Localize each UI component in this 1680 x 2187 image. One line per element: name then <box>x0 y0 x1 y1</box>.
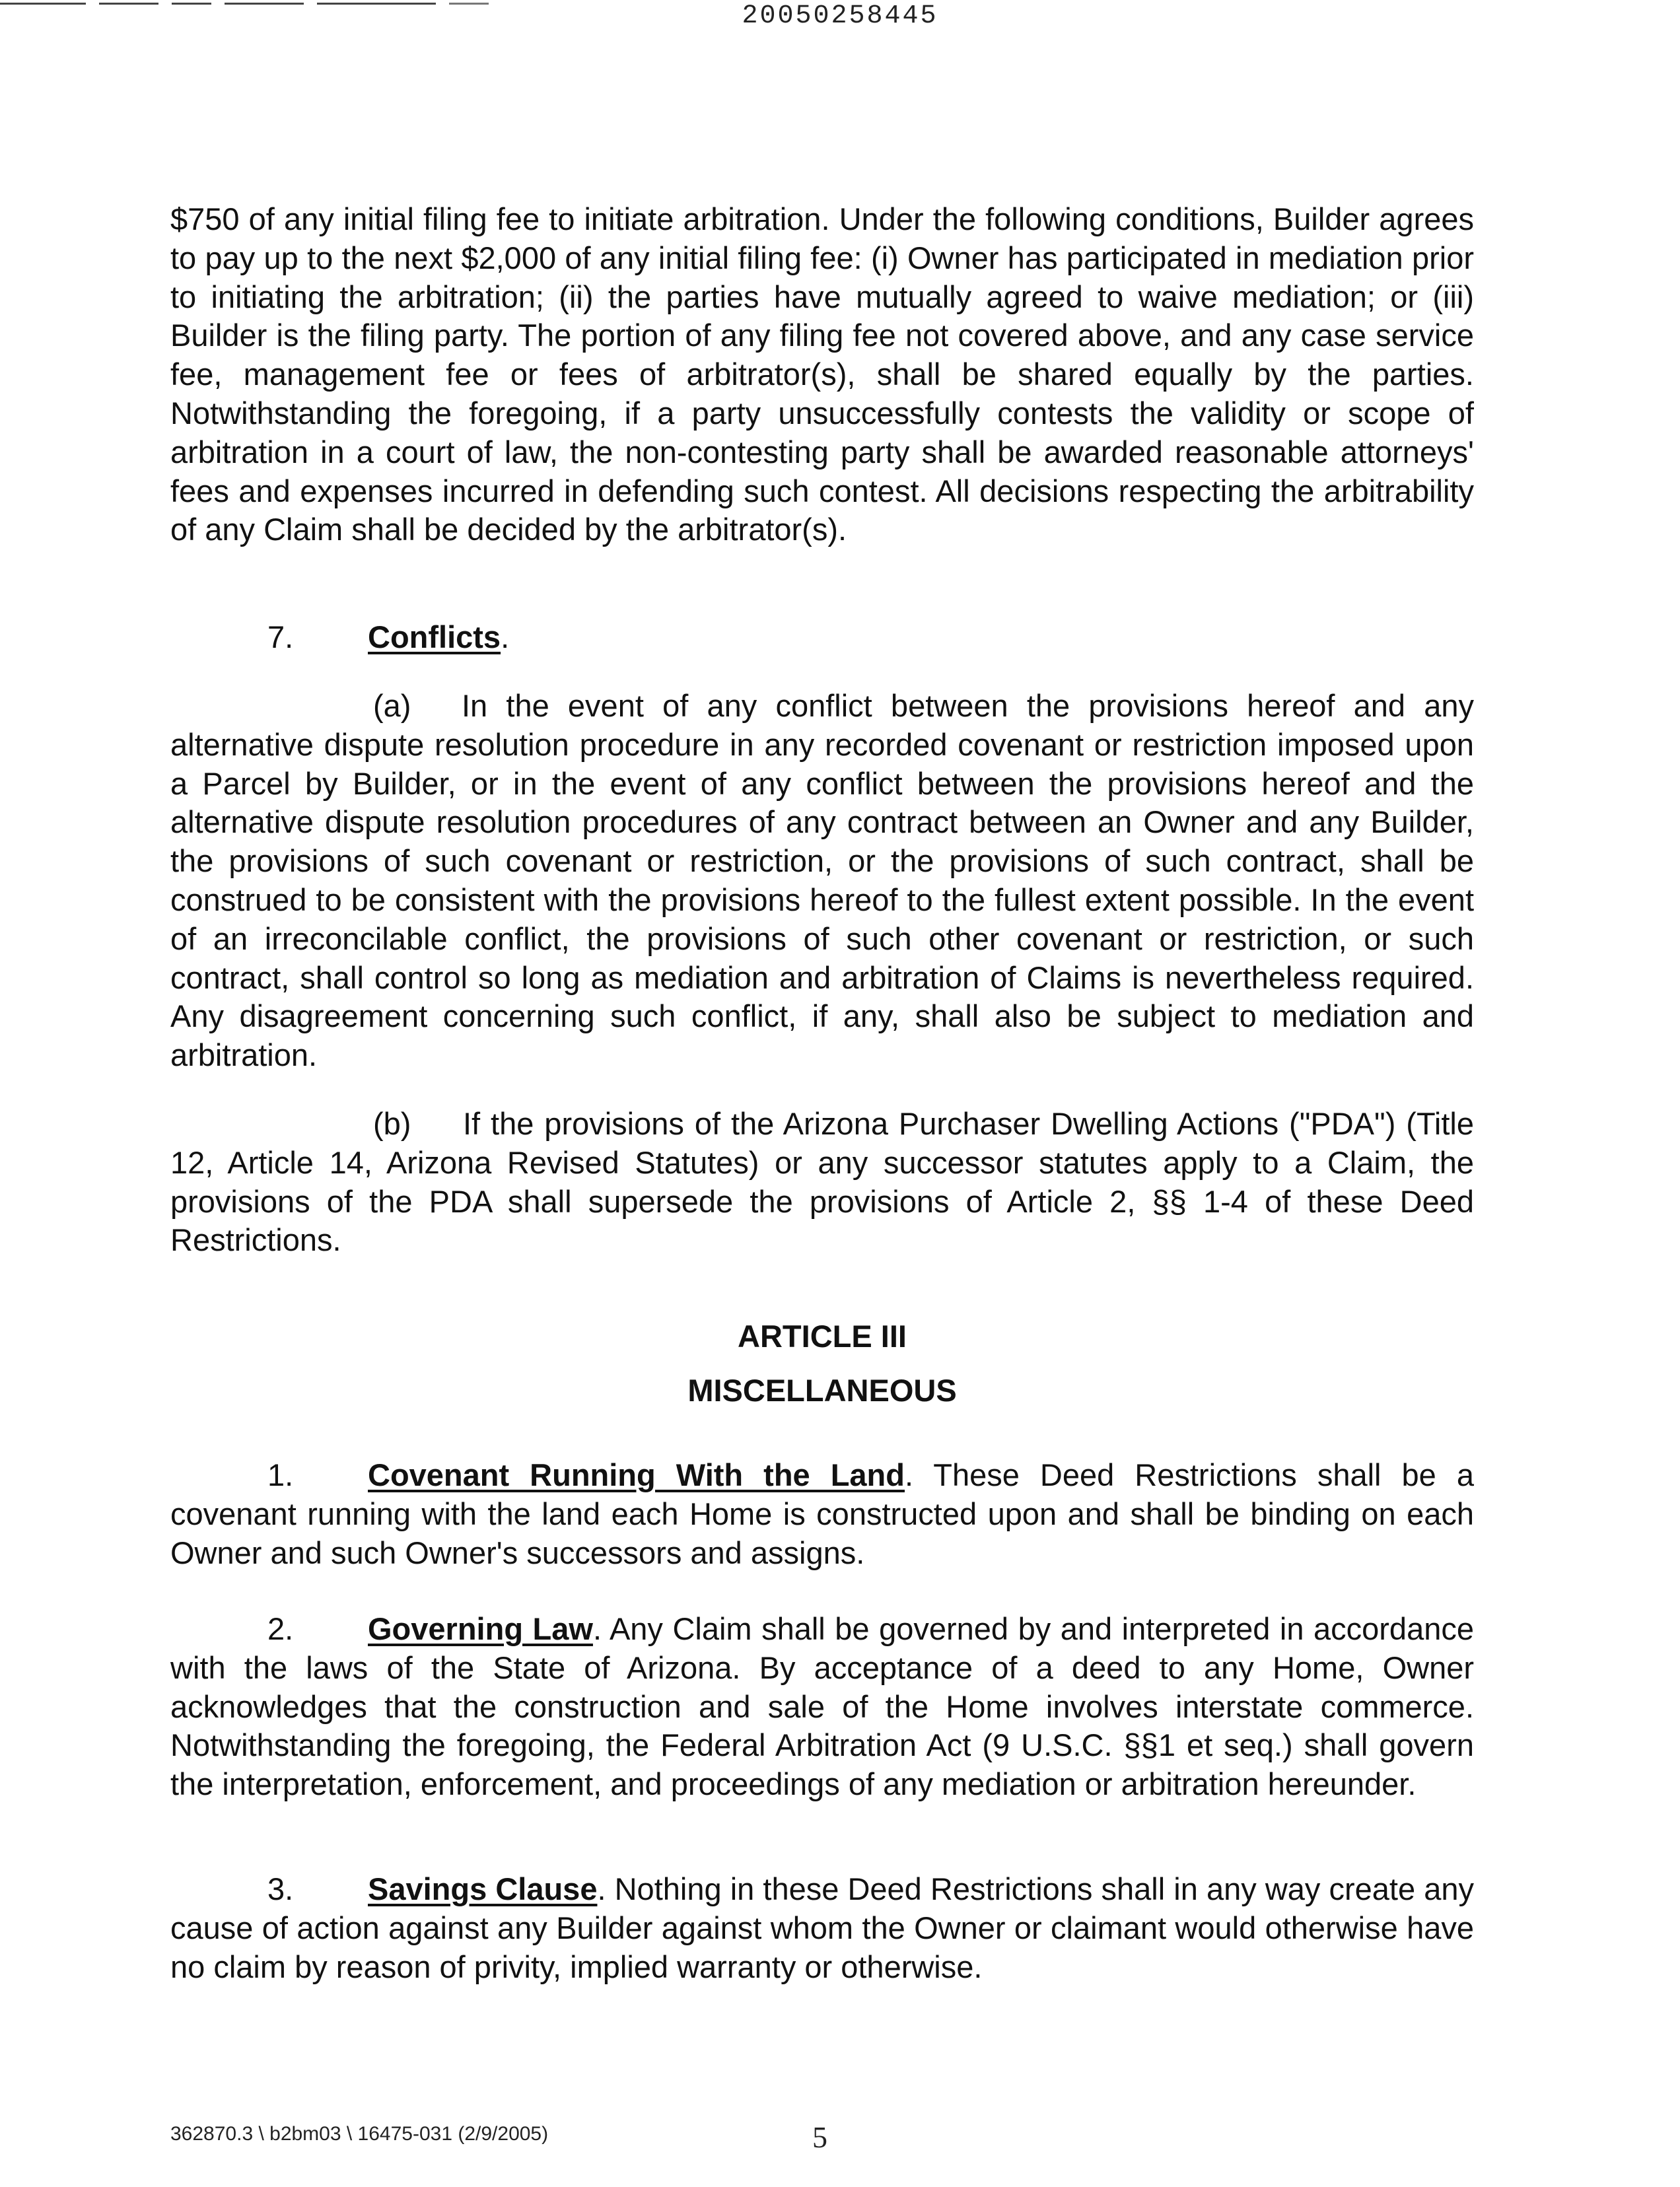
article3-section-2 <box>170 1610 1474 1804</box>
subsection-text: In the event of any conflict between the provisions hereof and any alternative dispute resolution procedure in any recorded covenant or restriction imposed upon a Parcel by Builder, or in the event of any conflict between the provisions hereof and the alternative dispute resolution procedures of any contract between an Owner and any Builder, the provisions of such covenant or restriction, or the provisions of such contract, shall be construed to be consistent with the provisions hereof to the fullest extent possible. In the event of an irreconcilable conflict, the provisions of such other covenant or restriction, or such contract, shall control so long as mediation and arbitration of Claims is nevertheless required. Any disagreement concerning such conflict, if any, shall also be subject to mediation and arbitration. <box>170 688 1474 1073</box>
subsection-text: If the provisions of the Arizona Purchaser Dwelling Actions ("PDA") (Title 12, Article 14, Arizona Revised Statutes) or any successor statutes apply to a Claim, the provisions of the PDA shall supersede the provisions of Article 2, §§ 1-4 of these Deed Restrictions. <box>170 1106 1474 1258</box>
article-subtitle: MISCELLANEOUS <box>687 1373 957 1408</box>
section-text: . Nothing in these Deed Restrictions shall in any way create any cause of action against any Builder against whom the Owner or claimant would otherwise have no claim by reason of privity, implied warranty or otherwise. <box>170 1871 1474 1984</box>
page-number: 5 <box>812 2120 827 2154</box>
footer-doc-reference: 362870.3 \ b2bm03 \ 16475-031 (2/9/2005) <box>170 2123 549 2145</box>
section-heading: Savings Clause <box>368 1871 598 1906</box>
paragraph-continuation: $750 of any initial filing fee to initiate arbitration. Under the following conditions, Builder agrees to pay up to the next $2,000 of any initial filing fee: (i) Owner has participated in mediation prior to initiating the arbitration; (ii) the parties have mutually agreed to waive mediation; or (iii) Builder is the filing party. The portion of any filing fee not covered above, and any case service fee, management fee or fees of arbitrator(s), shall be shared equally by the parties. Notwithstanding the foregoing, if a party unsuccessfully contests the validity or scope of arbitration in a court of law, the non-contesting party shall be awarded reasonable attorneys' fees and expenses incurred in defending such contest. All decisions respecting the arbitrability of any Claim shall be decided by the arbitrator(s). <box>170 201 1474 547</box>
section-heading: Governing Law <box>368 1611 593 1646</box>
article-title: ARTICLE III <box>738 1319 907 1354</box>
subsection-b <box>170 1105 1474 1260</box>
subsection-a <box>170 687 1474 1075</box>
subsection-label: (a) <box>373 688 411 723</box>
section-7-heading <box>170 618 1474 657</box>
section-heading-period: . <box>501 619 510 654</box>
section-number: 3. <box>267 1871 294 1906</box>
section-number: 1. <box>267 1457 294 1492</box>
section-number: 7. <box>267 619 294 654</box>
section-text: . These Deed Restrictions shall be a covenant running with the land each Home is constructed upon and shall be binding on each Owner and such Owner's successors and assigns. <box>170 1457 1474 1570</box>
section-heading: Covenant Running With the Land <box>368 1457 905 1492</box>
article3-section-3 <box>170 1870 1474 1986</box>
section-heading: Conflicts <box>368 619 501 654</box>
document-number: 20050258445 <box>742 1 938 31</box>
subsection-label: (b) <box>373 1106 411 1141</box>
section-number: 2. <box>267 1611 294 1646</box>
article3-section-1 <box>170 1456 1474 1572</box>
body-continuation <box>170 200 1474 549</box>
section-text: . Any Claim shall be governed by and interpreted in accordance with the laws of the State of Arizona. By acceptance of a deed to any Home, Owner acknowledges that the construction and sale of the Home involves interstate commerce. Notwithstanding the foregoing, the Federal Arbitration Act (9 U.S.C. §§1 et seq.) shall govern the interpretation, enforcement, and proceedings of any mediation or arbitration hereunder. <box>170 1611 1474 1802</box>
